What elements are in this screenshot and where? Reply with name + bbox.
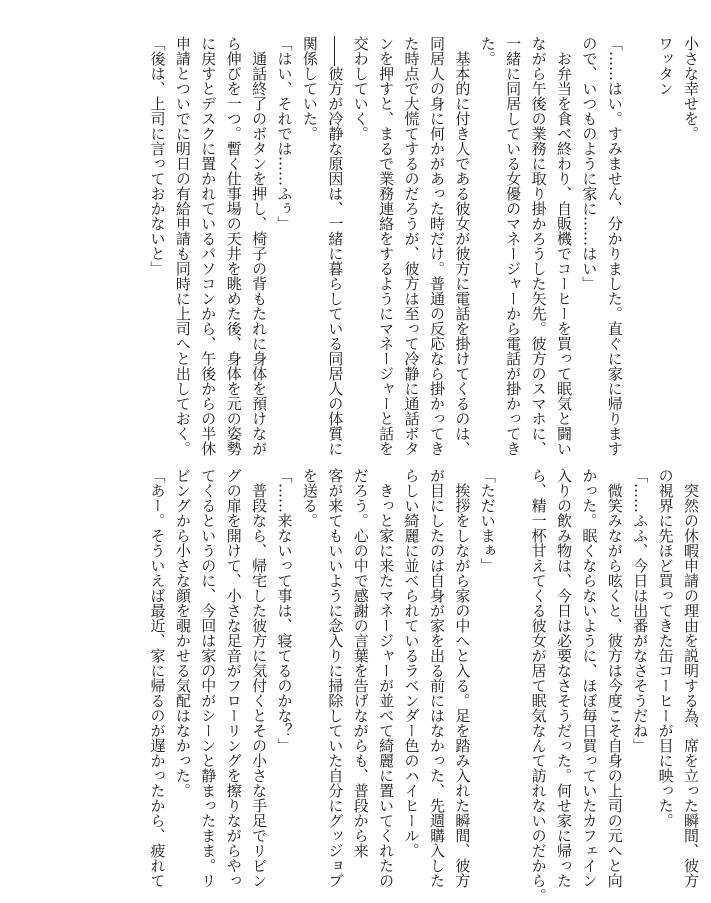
text-line: 挨拶をしながら家の中へと入る。足を踏み入れた瞬間、彼方 bbox=[453, 468, 472, 888]
text-line: 申請とついでに明日の有給申請も同時に上司へと出しておく。 bbox=[173, 36, 192, 456]
text-line: ので、いつものように家に……はい」 bbox=[580, 36, 599, 291]
text-line: 小さな幸せを。 bbox=[682, 36, 700, 141]
text-line: ビングから小さな顔を覗かせる気配はなかった。 bbox=[173, 468, 192, 798]
text-line: 入りの飲み物は、今日は必要なさそうだった。何せ家に帰った bbox=[554, 468, 573, 888]
text-line bbox=[627, 36, 652, 406]
text-line: らしい綺麗に並べられているラベンダー色のハイヒール。 bbox=[402, 468, 421, 858]
text-line: グの扉を開けて、小さな足音がフローリングを擦りながらやっ bbox=[224, 468, 243, 888]
text-line: お弁当を食べ終わり、自販機でコーヒーを買って眠気と闘い bbox=[554, 36, 573, 456]
text-line: ら、精一杯甘えてくる彼女が居て眠気なんて訪れないのだから。 bbox=[529, 468, 548, 903]
text-line: 「ただいまぁ」 bbox=[478, 468, 497, 573]
text-line: 通話終了のボタンを押し、椅子の背もたれに身体を預けなが bbox=[250, 36, 269, 456]
text-line: 基本的に付き人である彼女が彼方に電話を掛けてくるのは、 bbox=[453, 36, 472, 456]
text-line: 一緒に同居している女優のマネージャーから電話が掛かってき bbox=[504, 36, 523, 456]
text-line: 客が来てもいいように念入りに掃除していた自分にグッジョブ bbox=[326, 468, 345, 888]
text-line: 「……来ないって事は、寝てるのかな？」 bbox=[275, 468, 294, 753]
text-line: ンを押すと、まるで業務連絡をするようにマネージャーと話を bbox=[377, 36, 396, 456]
text-line: ら伸びを一つ。暫く仕事場の天井を眺めた後、身体を元の姿勢 bbox=[224, 36, 243, 456]
text-line: かった。眠くならないように、ほぼ毎日買っていたカフェイン bbox=[580, 468, 599, 888]
text-line: た。 bbox=[478, 36, 497, 66]
text-block-bottom bbox=[148, 468, 703, 903]
text-line: が目にしたのは自身が家を出る前にはなかった、先週購入した bbox=[427, 468, 446, 888]
text-line: 同居人の身に何かがあった時だけ。普通の反応なら掛かってき bbox=[427, 36, 446, 456]
text-line: 微笑みながら呟くと、彼方は今度こそ自身の上司の元へと向 bbox=[605, 468, 624, 888]
text-line: 「……はい。すみません、分かりました。直ぐに家に帰ります bbox=[605, 36, 624, 456]
text-line: 交わしていく。 bbox=[351, 36, 370, 141]
text-line: 「はい、それでは……ふぅ」 bbox=[275, 36, 294, 231]
text-block-top bbox=[148, 36, 703, 456]
text-line: だろう。心の中で感謝の言葉を告げながらも、普段から来 bbox=[351, 468, 370, 858]
text-line bbox=[500, 468, 525, 868]
text-line: 関係していた。 bbox=[300, 36, 319, 141]
text-line: 「……ふふ、今日は出番がなさそうだね」 bbox=[631, 468, 650, 753]
text-line: 普段なら、帰宅した彼方に気付くとその小さな手足でリビン bbox=[250, 468, 269, 888]
text-line: 突然の休暇申請の理由を説明する為、席を立った瞬間、彼方 bbox=[682, 468, 700, 888]
text-line: の視界に先ほど買ってきた缶コーヒーが目に映った。 bbox=[656, 468, 675, 828]
text-line: を送る。 bbox=[300, 468, 319, 528]
text-line: 「後は、上司に言っておかないと」 bbox=[148, 36, 167, 276]
text-line: きっと家に来たマネージャーが並べて綺麗に置いてくれたの bbox=[377, 468, 396, 888]
text-line: てくるというのに、今回は家の中がシーンと静まったまま。リ bbox=[199, 468, 218, 888]
text-line: 「あー。そういえば最近、家に帰るのが遅かったから、疲れて bbox=[148, 468, 167, 888]
text-line: ながら午後の業務に取り掛かろうした矢先。彼方のスマホに、 bbox=[529, 36, 548, 456]
text-line: に戻すとデスクに置かれているパソコンから、午後からの半休 bbox=[199, 36, 218, 456]
text-line: ――彼方が冷静な原因は、一緒に暮らしている同居人の体質に bbox=[326, 36, 345, 456]
text-line: ワッタン bbox=[656, 36, 675, 96]
text-line: た時点で大慌てするのだろうが、彼方は至って冷静に通話ボタ bbox=[402, 36, 421, 456]
